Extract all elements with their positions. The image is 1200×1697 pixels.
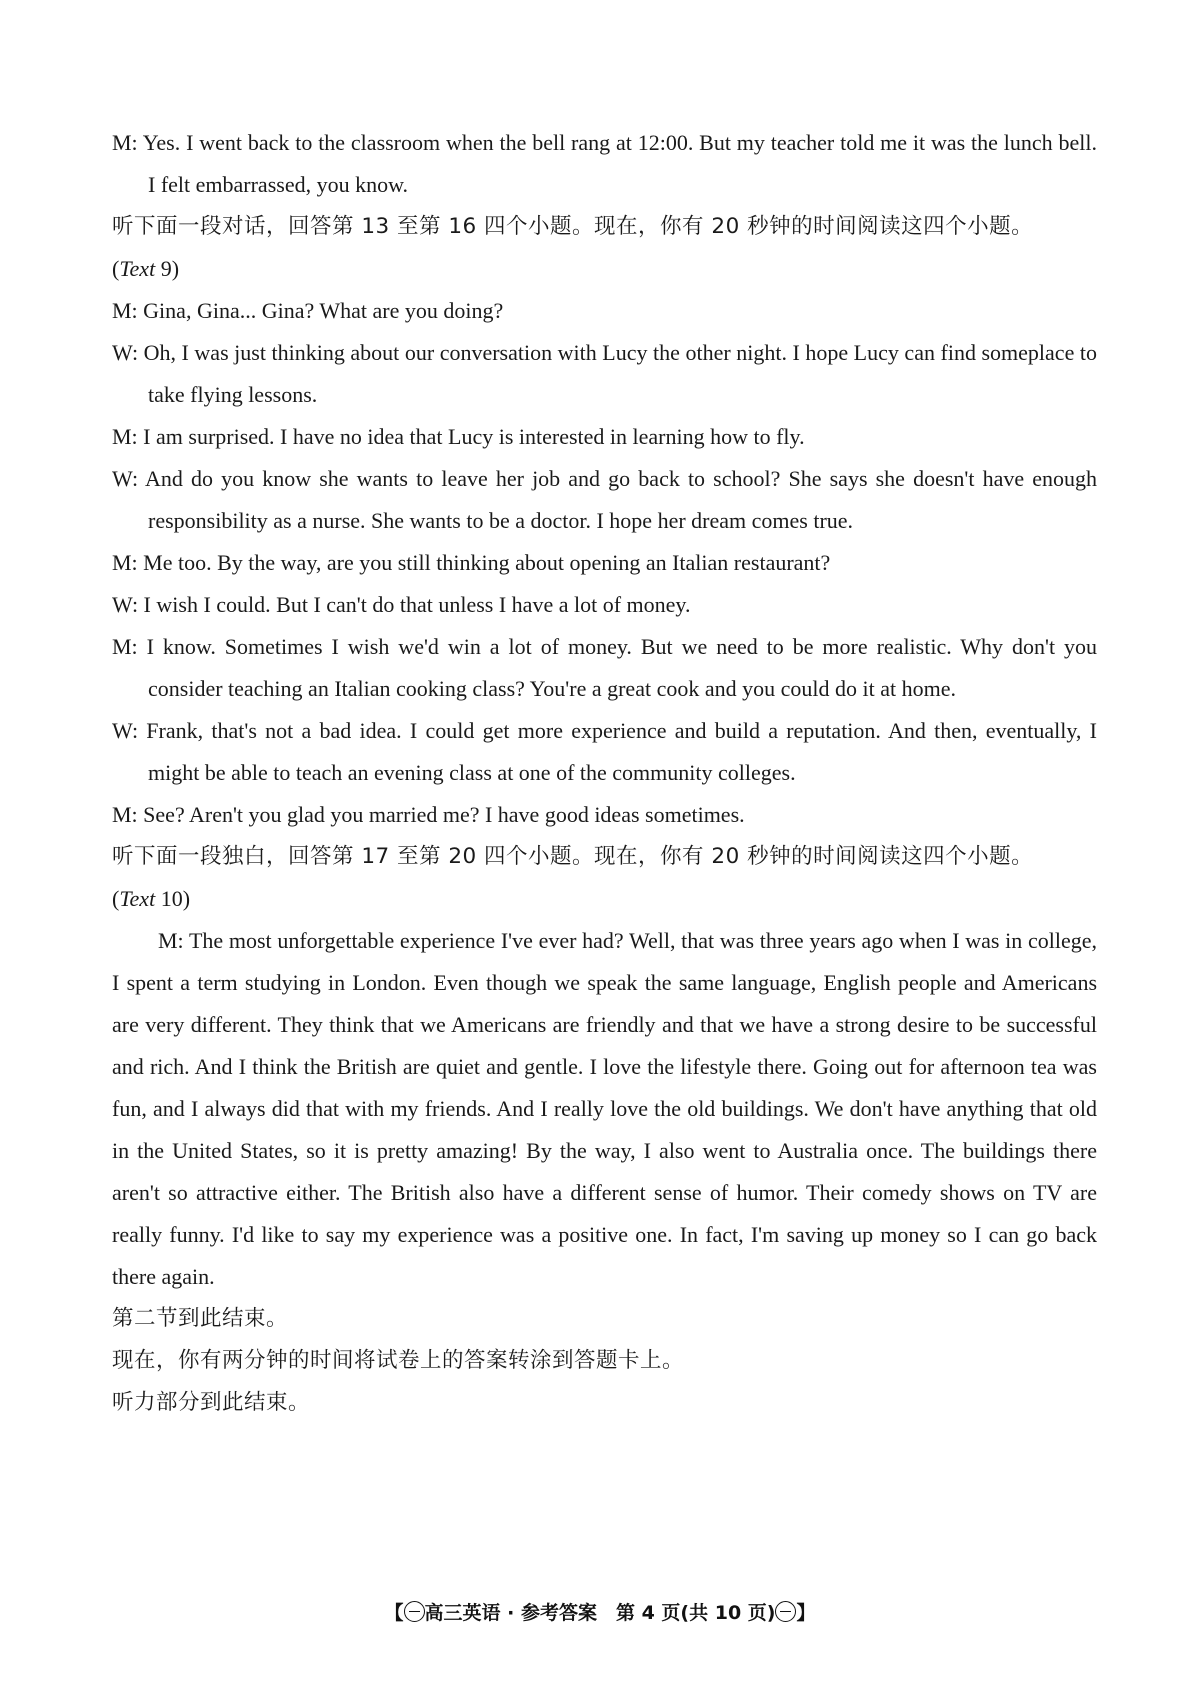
l3: M: Gina, Gina... Gina? What are you doing?	[112, 298, 504, 323]
text10-label	[112, 878, 1097, 920]
l1: 听下面一段对话，回答第 13 至第 16 四个小题。现在，你有 20 秒钟的时间阅读这四个小题。	[112, 214, 1034, 239]
l12: 听下面一段独白，回答第 17 至第 20 四个小题。现在，你有 20 秒钟的时间阅读这四个小题。	[112, 844, 1034, 869]
footer-open-bracket: 【	[384, 1602, 404, 1624]
l10: W: Frank, that's not a bad idea. I could get more experience and build a reputation. And then, eventually, I might be able to teach an evening class at one of the community colleges.	[112, 718, 1097, 785]
text9-open: (	[112, 256, 120, 281]
l15: 第二节到此结束。	[112, 1306, 289, 1331]
footer-close-bracket: 】	[796, 1602, 816, 1624]
l6: W: And do you know she wants to leave her job and go back to school? She says she doesn't have enough responsibility as a nurse. She wants to be a doctor. I hope her dream comes true.	[112, 466, 1097, 533]
page-footer	[0, 1598, 1200, 1625]
text10-num: 10)	[155, 886, 191, 911]
text9-label	[112, 248, 1097, 290]
footer-text: 高三英语 · 参考答案 第 4 页(共 10 页)	[424, 1602, 776, 1624]
text9-word: Text	[119, 256, 156, 281]
l14: M: The most unforgettable experience I've ever had? Well, that was three years ago when I was in college, I spent a term studying in London. Even though we speak the same language, English people and Americans are very different. They think that we Americans are friendly and that we have a strong desire to be successful and rich. And I think the British are quiet and gentle. I love the lifestyle there. Going out for afternoon tea was fun, and I always did that with my friends. And I really love the old buildings. We don't have anything that old in the United States, so it is pretty amazing! By the way, I also went to Australia once. The buildings there aren't so attractive either. The British also have a different sense of humor. Their comedy shows on TV are really funny. I'd like to say my experience was a positive one. In fact, I'm saving up money so I can go back there again.	[112, 928, 1097, 1289]
text9-num: 9)	[155, 256, 180, 281]
l7: M: Me too. By the way, are you still thinking about opening an Italian restaurant?	[112, 550, 831, 575]
text10-word: Text	[119, 886, 156, 911]
l17: 听力部分到此结束。	[112, 1390, 311, 1415]
l0: M: Yes. I went back to the classroom when the bell rang at 12:00. But my teacher told me it was the lunch bell. I felt embarrassed, you know.	[112, 130, 1097, 197]
circle-minus-icon-right	[775, 1601, 796, 1622]
l4: W: Oh, I was just thinking about our conversation with Lucy the other night. I hope Lucy can find someplace to take flying lessons.	[112, 340, 1097, 407]
l9: M: I know. Sometimes I wish we'd win a lot of money. But we need to be more realistic. Why don't you consider teaching an Italian cooking class? You're a great cook and you could do it at home.	[112, 634, 1097, 701]
answer-key-page	[112, 122, 1097, 1424]
text10-open: (	[112, 886, 120, 911]
l11: M: See? Aren't you glad you married me? I have good ideas sometimes.	[112, 802, 745, 827]
circle-minus-icon-left	[404, 1601, 425, 1622]
l5: M: I am surprised. I have no idea that Lucy is interested in learning how to fly.	[112, 424, 805, 449]
l16: 现在，你有两分钟的时间将试卷上的答案转涂到答题卡上。	[112, 1348, 685, 1373]
l8: W: I wish I could. But I can't do that unless I have a lot of money.	[112, 592, 691, 617]
